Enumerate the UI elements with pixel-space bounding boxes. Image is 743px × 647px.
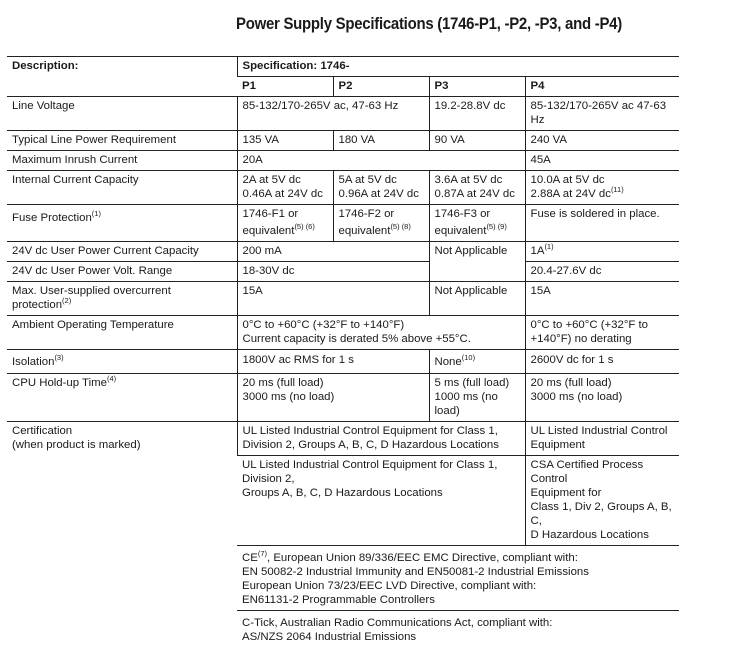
footnote-ref: (2) (62, 296, 71, 305)
table-row (7, 316, 679, 350)
cell-line (531, 187, 675, 201)
cell-value (237, 374, 429, 422)
cell-value: 2600V dc for 1 s (525, 350, 679, 374)
cell-line: 20 ms (full load) (243, 376, 424, 390)
cell-value: 15A (525, 282, 679, 316)
footnote-ref: (1) (92, 209, 101, 218)
cell-line: UL Listed Industrial Control (531, 424, 675, 438)
cell-value (525, 422, 679, 456)
cell-line: 1746-F2 or (339, 207, 424, 221)
cell-line: AS/NZS 2064 Industrial Emissions (242, 630, 674, 644)
cell-text: equivalent (435, 225, 487, 237)
cell-value (525, 242, 679, 262)
cell-value (237, 456, 525, 546)
row-label-text: CPU Hold-up Time (12, 377, 107, 389)
cell-value (333, 171, 429, 205)
cell-line: Groups A, B, C, D Hazardous Locations (242, 486, 520, 500)
cell-line: 3000 ms (no load) (243, 390, 424, 404)
cell-value (237, 316, 525, 350)
row-label (7, 422, 237, 647)
cell-line: UL Listed Industrial Control Equipment for Class 1, (242, 458, 520, 472)
cell-line (243, 224, 328, 238)
row-label (7, 350, 237, 374)
cell-line: Class 1, Div 2, Groups A, B, C, (531, 500, 675, 528)
table-row (7, 350, 679, 374)
footnote-ref: (5) (9) (486, 222, 506, 231)
table-row (7, 151, 679, 171)
row-label (7, 374, 237, 422)
page-title: Power Supply Specifications (1746-P1, -P2, -P3, and -P4) (236, 14, 622, 34)
cell-text: None (435, 356, 462, 368)
cell-line: UL Listed Industrial Control Equipment for Class 1, (243, 424, 520, 438)
footnote-ref: (4) (107, 374, 116, 383)
row-label-text: Isolation (12, 356, 54, 368)
cell-value: 135 VA (237, 131, 333, 151)
footnote-ref: (11) (611, 185, 624, 194)
cell-line: C-Tick, Australian Radio Communications Act, compliant with: (242, 616, 674, 630)
cell-value (237, 205, 333, 242)
cell-line: 0.46A at 24V dc (243, 187, 328, 201)
cell-value (525, 316, 679, 350)
table-row (7, 262, 679, 282)
cell-value: 85-132/170-265V ac 47-63 Hz (525, 97, 679, 131)
specification-header: Specification: 1746- (237, 57, 679, 77)
table-row (7, 97, 679, 131)
col-header-p2: P2 (333, 77, 429, 97)
footnote-ref: (5) (6) (294, 222, 314, 231)
cell-line: Equipment for (531, 486, 675, 500)
cell-value: 90 VA (429, 131, 525, 151)
col-header-p1: P1 (237, 77, 333, 97)
footnote-ref: (1) (544, 242, 553, 251)
cell-line: 0°C to +60°C (+32°F to (531, 318, 675, 332)
cell-line: Division 2, (242, 472, 520, 486)
cell-value: 200 mA (237, 242, 429, 262)
table-row (7, 205, 679, 242)
cell-line: Current capacity is derated 5% above +55°C. (243, 332, 520, 346)
cell-text: 1A (531, 245, 545, 257)
cell-line: 1000 ms (no load) (435, 390, 520, 418)
cell-value (429, 171, 525, 205)
cell-value: Not Applicable (429, 282, 525, 316)
row-label: Maximum Inrush Current (7, 151, 237, 171)
row-label: Internal Current Capacity (7, 171, 237, 205)
cell-line: 0.87A at 24V dc (435, 187, 520, 201)
cell-line: 1746-F3 or (435, 207, 520, 221)
header-row (7, 57, 679, 77)
cell-value: Not Applicable (429, 242, 525, 282)
cell-value: 15A (237, 282, 429, 316)
row-label (7, 282, 237, 316)
row-label: 24V dc User Power Current Capacity (7, 242, 237, 262)
cell-value: 20.4-27.6V dc (525, 262, 679, 282)
cell-text: 2.88A at 24V dc (531, 188, 611, 200)
cell-line: CSA Certified Process Control (531, 458, 675, 486)
spec-table (7, 56, 679, 647)
cell-line: 3.6A at 5V dc (435, 173, 520, 187)
footnote-ref: (3) (54, 353, 63, 362)
cell-line: 0.96A at 24V dc (339, 187, 424, 201)
cell-line (435, 224, 520, 238)
table-row (7, 374, 679, 422)
row-label: 24V dc User Power Volt. Range (7, 262, 237, 282)
cell-line: EN 50082-2 Industrial Immunity and EN50081-2 Industrial Emissions (242, 565, 674, 579)
cell-line: 1746-F1 or (243, 207, 328, 221)
cell-line: 0°C to +60°C (+32°F to +140°F) (243, 318, 520, 332)
table-row (7, 242, 679, 262)
table-row (7, 422, 679, 456)
cell-line: 2A at 5V dc (243, 173, 328, 187)
cell-value: 45A (525, 151, 679, 171)
cell-text: equivalent (243, 225, 295, 237)
cell-line: European Union 73/23/EEC LVD Directive, compliant with: (242, 579, 674, 593)
cell-line (242, 551, 674, 565)
cell-value: 240 VA (525, 131, 679, 151)
col-header-p4: P4 (525, 77, 679, 97)
row-label-text: Fuse Protection (12, 212, 92, 224)
cell-value: 85-132/170-265V ac, 47-63 Hz (237, 97, 429, 131)
cell-line (339, 224, 424, 238)
cell-value: 180 VA (333, 131, 429, 151)
cell-line: 5 ms (full load) (435, 376, 520, 390)
cell-value (525, 374, 679, 422)
cell-line: D Hazardous Locations (531, 528, 675, 542)
cell-text: , European Union 89/336/EEC EMC Directive, compliant with: (267, 552, 578, 564)
row-label-text: Max. User-supplied overcurrent protection (12, 285, 171, 311)
cell-value: 1800V ac RMS for 1 s (237, 350, 429, 374)
cell-value (525, 171, 679, 205)
cell-value: 20A (237, 151, 525, 171)
footnote-ref: (7) (258, 549, 267, 558)
cell-line: Equipment (531, 438, 675, 452)
row-label: Typical Line Power Requirement (7, 131, 237, 151)
cell-value (237, 546, 679, 611)
cell-line: Division 2, Groups A, B, C, D Hazardous Locations (243, 438, 520, 452)
row-label: Ambient Operating Temperature (7, 316, 237, 350)
cell-line: 3000 ms (no load) (531, 390, 675, 404)
cell-line: Certification (12, 424, 232, 438)
cell-line: EN61131-2 Programmable Controllers (242, 593, 674, 607)
table-row (7, 282, 679, 316)
col-header-p3: P3 (429, 77, 525, 97)
cell-value (237, 171, 333, 205)
cell-text: equivalent (339, 225, 391, 237)
cell-value (429, 374, 525, 422)
row-label: Line Voltage (7, 97, 237, 131)
cell-value: Fuse is soldered in place. (525, 205, 679, 242)
cell-value (525, 456, 679, 546)
table-row (7, 171, 679, 205)
footnote-ref: (5) (8) (390, 222, 410, 231)
cell-value (429, 205, 525, 242)
cell-text: CE (242, 552, 258, 564)
cell-line: (when product is marked) (12, 438, 232, 452)
cell-value (429, 350, 525, 374)
cell-value: 19.2-28.8V dc (429, 97, 525, 131)
cell-value: 18-30V dc (237, 262, 429, 282)
table-row (7, 131, 679, 151)
cell-line: +140°F) no derating (531, 332, 675, 346)
footnote-ref: (10) (462, 353, 475, 362)
row-label (7, 205, 237, 242)
cell-value (333, 205, 429, 242)
cell-value (237, 422, 525, 456)
cell-line: 5A at 5V dc (339, 173, 424, 187)
description-header: Description: (7, 57, 237, 97)
cell-line: 20 ms (full load) (531, 376, 675, 390)
cell-line: 10.0A at 5V dc (531, 173, 675, 187)
